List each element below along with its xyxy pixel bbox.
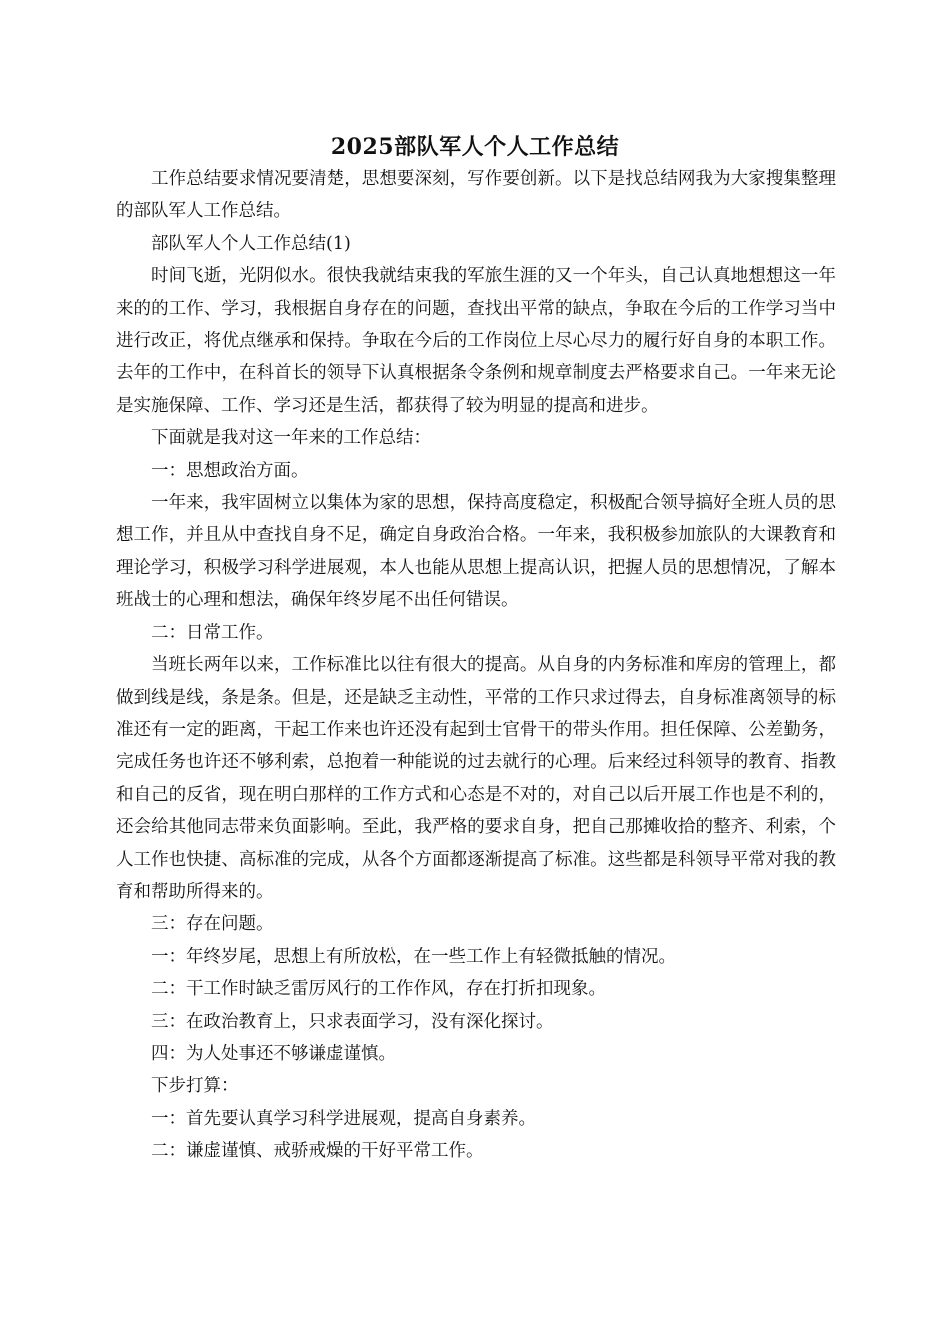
subsection-heading: 下步打算： — [151, 1076, 239, 1097]
list-item: 二：谦虚谨慎、戒骄戒燥的干好平常工作。 — [151, 1141, 484, 1162]
list-item: 四：为人处事还不够谦虚谨慎。 — [151, 1043, 396, 1064]
list-item: 二：干工作时缺乏雷厉风行的工作作风，存在打折扣现象。 — [151, 979, 606, 1000]
list-item: 三：在政治教育上，只求表面学习，没有深化探讨。 — [151, 1011, 554, 1032]
body-paragraph: 一年来，我牢固树立以集体为家的思想，保持高度稳定，积极配合领导搞好全班人员的思想工作，并且从中查找自身不足，确定自身政治合格。一年来，我积极参加旅队的大课教育和理论学习，积极学习科学进展观，本人也能从思想上提高认识，把握人员的思想情况，了解本班战士的心理和想法，确保年终岁尾不出任何错误。 — [116, 493, 836, 611]
section-heading: 部队军人个人工作总结(1) — [151, 233, 351, 254]
subsection-heading: 一：思想政治方面。 — [151, 460, 309, 481]
list-item: 一：首先要认真学习科学进展观，提高自身素养。 — [151, 1108, 536, 1129]
body-paragraph: 当班长两年以来，工作标准比以往有很大的提高。从自身的内务标准和库房的管理上，都做到线是线，条是条。但是，还是缺乏主动性，平常的工作只求过得去，自身标准离领导的标准还有一定的距离，干起工作来也许还没有起到士官骨干的带头作用。担任保障、公差勤务，完成任务也许还不够利索，总抱着一种能说的过去就行的心理。后来经过科领导的教育、指教和自己的反省，现在明白那样的工作方式和心态是不对的，对自己以后开展工作也是不利的，还会给其他同志带来负面影响。至此，我严格的要求自身，把自己那摊收拾的整齐、利索，个人工作也快捷、高标准的完成，从各个方面都逐渐提高了标准。这些都是科领导平常对我的教育和帮助所得来的。 — [116, 655, 836, 902]
subsection-heading: 二：日常工作。 — [151, 622, 274, 643]
document-title: 2025部队军人个人工作总结 — [330, 133, 620, 160]
subsection-heading: 三：存在问题。 — [151, 914, 274, 935]
body-paragraph: 下面就是我对这一年来的工作总结： — [151, 428, 431, 449]
body-paragraph: 时间飞逝，光阴似水。很快我就结束我的军旅生涯的又一个年头，自己认真地想想这一年来的的工作、学习，我根据自身存在的问题，查找出平常的缺点，争取在今后的工作学习当中进行改正，将优点继承和保持。争取在今后的工作岗位上尽心尽力的履行好自身的本职工作。去年的工作中，在科首长的领导下认真根据条令条例和规章制度去严格要求自己。一年来无论是实施保障、工作、学习还是生活，都获得了较为明显的提高和进步。 — [116, 266, 836, 416]
list-item: 一：年终岁尾，思想上有所放松，在一些工作上有轻微抵触的情况。 — [151, 946, 676, 967]
document-body — [116, 163, 836, 1168]
intro-paragraph: 工作总结要求情况要清楚，思想要深刻，写作要创新。以下是找总结网我为大家搜集整理的部队军人工作总结。 — [116, 169, 836, 222]
